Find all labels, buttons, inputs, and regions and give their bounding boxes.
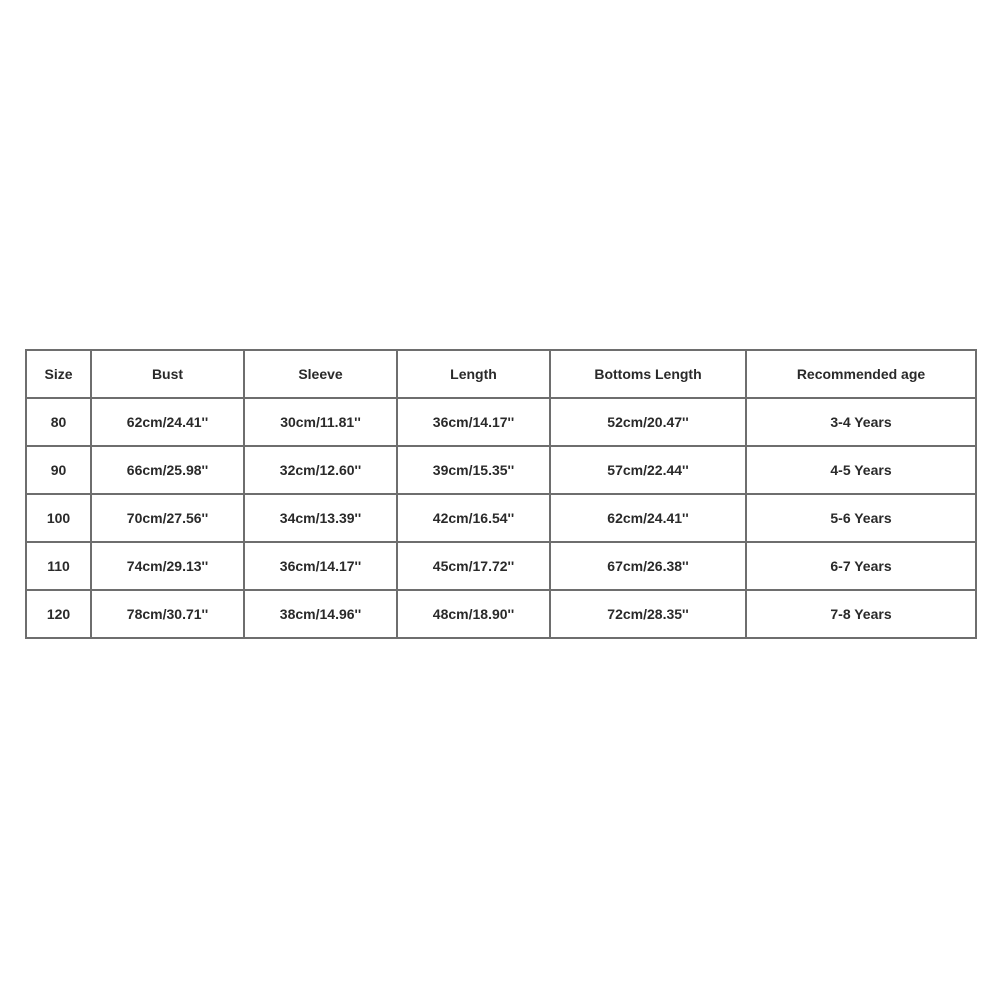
table-row [26, 398, 976, 446]
cell-sleeve: 34cm/13.39'' [244, 494, 397, 542]
cell-size: 90 [26, 446, 91, 494]
cell-bust: 66cm/25.98'' [91, 446, 244, 494]
cell-bust: 70cm/27.56'' [91, 494, 244, 542]
cell-bottoms-length: 57cm/22.44'' [550, 446, 746, 494]
cell-length: 39cm/15.35'' [397, 446, 550, 494]
header-size: Size [26, 350, 91, 398]
header-bust: Bust [91, 350, 244, 398]
cell-size: 120 [26, 590, 91, 638]
cell-recommended-age: 7-8 Years [746, 590, 976, 638]
cell-bust: 62cm/24.41'' [91, 398, 244, 446]
table-row [26, 590, 976, 638]
header-length: Length [397, 350, 550, 398]
table-row [26, 542, 976, 590]
cell-sleeve: 32cm/12.60'' [244, 446, 397, 494]
cell-recommended-age: 4-5 Years [746, 446, 976, 494]
cell-bottoms-length: 72cm/28.35'' [550, 590, 746, 638]
header-sleeve: Sleeve [244, 350, 397, 398]
cell-recommended-age: 6-7 Years [746, 542, 976, 590]
table-row [26, 446, 976, 494]
cell-recommended-age: 5-6 Years [746, 494, 976, 542]
table-row [26, 494, 976, 542]
cell-length: 42cm/16.54'' [397, 494, 550, 542]
cell-size: 100 [26, 494, 91, 542]
cell-size: 110 [26, 542, 91, 590]
cell-bust: 78cm/30.71'' [91, 590, 244, 638]
cell-bust: 74cm/29.13'' [91, 542, 244, 590]
cell-sleeve: 30cm/11.81'' [244, 398, 397, 446]
cell-length: 48cm/18.90'' [397, 590, 550, 638]
cell-length: 36cm/14.17'' [397, 398, 550, 446]
cell-length: 45cm/17.72'' [397, 542, 550, 590]
size-chart-table [25, 349, 977, 639]
table-header-row [26, 350, 976, 398]
cell-sleeve: 38cm/14.96'' [244, 590, 397, 638]
cell-sleeve: 36cm/14.17'' [244, 542, 397, 590]
header-recommended-age: Recommended age [746, 350, 976, 398]
cell-bottoms-length: 62cm/24.41'' [550, 494, 746, 542]
cell-size: 80 [26, 398, 91, 446]
cell-bottoms-length: 67cm/26.38'' [550, 542, 746, 590]
header-bottoms-length: Bottoms Length [550, 350, 746, 398]
cell-recommended-age: 3-4 Years [746, 398, 976, 446]
cell-bottoms-length: 52cm/20.47'' [550, 398, 746, 446]
